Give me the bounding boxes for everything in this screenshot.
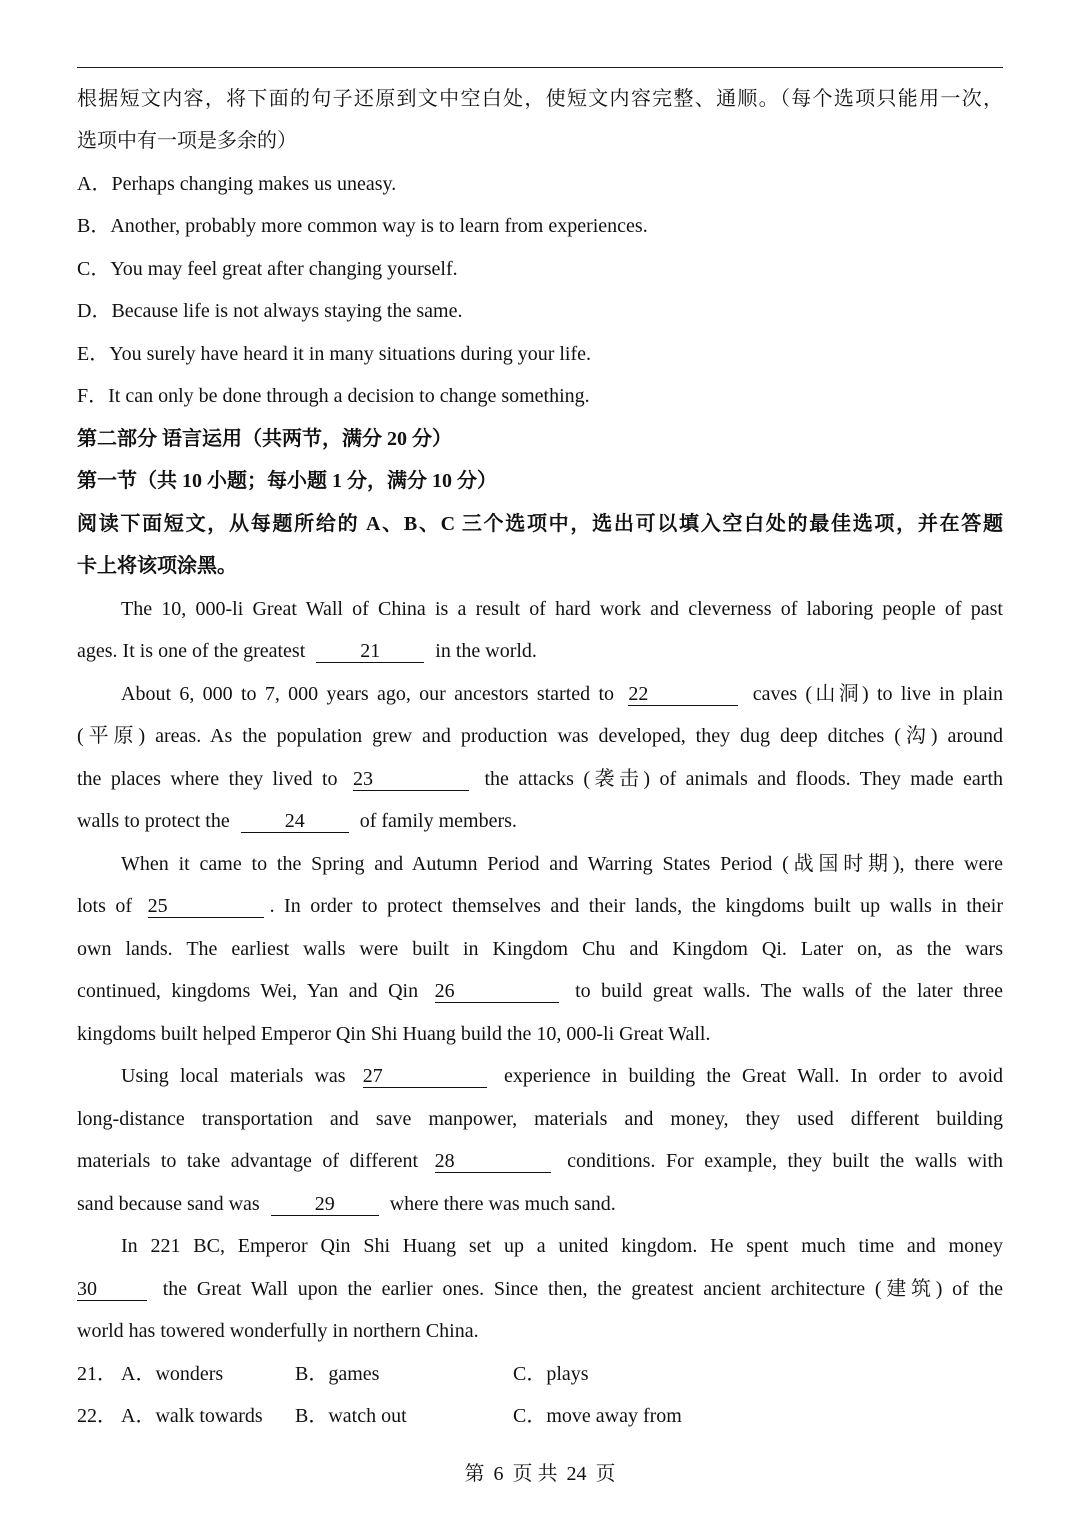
p5-line-2 (77, 1275, 1003, 1303)
blank-22: 22 (628, 683, 738, 706)
p3-text-d: to build great walls. The walls of the later three (575, 980, 1004, 1002)
question-21 (77, 1360, 1003, 1388)
p4-text-e: sand because sand was (77, 1193, 260, 1215)
p4-line-3 (77, 1147, 1003, 1175)
p4-text-a: Using local materials was (121, 1065, 346, 1087)
p2-text-d: the attacks (袭击) of animals and floods. They made earth (484, 768, 1004, 790)
p2-line-1 (121, 680, 1003, 708)
blank-24: 24 (241, 810, 349, 833)
choice-a[interactable]: A．wonders (121, 1363, 224, 1385)
p4-line-4 (77, 1190, 1003, 1218)
p3-line-4 (77, 977, 1003, 1005)
blank-28: 28 (435, 1150, 551, 1173)
footer-prefix: 第 (464, 1463, 485, 1485)
directions-line-2: 卡上将该项涂黑。 (77, 555, 237, 577)
p3-line-3: own lands. The earliest walls were built in Kingdom Chu and Kingdom Qi. Later on, as the wars (77, 938, 1003, 960)
p2-line-2: (平原) areas. As the population grew and production was developed, they dug deep ditches (沟) around (77, 725, 1003, 747)
p3-text-a: lots of (77, 895, 133, 917)
p5-text-b: the Great Wall upon the earlier ones. Since then, the greatest ancient architecture (建筑) of the (162, 1278, 1004, 1300)
p4-text-b: experience in building the Great Wall. In order to avoid (503, 1065, 1004, 1087)
option-e: E．You surely have heard it in many situations during your life. (77, 343, 592, 365)
p2-text-b: caves (山洞) to live in plain (752, 683, 1004, 705)
p4-text-d: conditions. For example, they built the walls with (567, 1150, 1003, 1172)
p2-text-c: the places where they lived to (77, 768, 338, 790)
option-d: D．Because life is not always staying the same. (77, 300, 463, 322)
directions-line-1: 阅读下面短文，从每题所给的 A、B、C 三个选项中，选出可以填入空白处的最佳选项，并在答题 (77, 513, 1003, 535)
p4-line-2: long-distance transportation and save manpower, materials and money, they used different building (77, 1108, 1003, 1130)
p4-text-c: materials to take advantage of different (77, 1150, 419, 1172)
choice-c[interactable]: C．plays (513, 1363, 589, 1385)
page-number: 6 (493, 1463, 504, 1485)
p3-text-b: . In order to protect themselves and their lands, the kingdoms built up walls in their (269, 895, 1003, 917)
option-a: A．Perhaps changing makes us uneasy. (77, 173, 397, 195)
p3-text-c: continued, kingdoms Wei, Yan and Qin (77, 980, 419, 1002)
question-22 (77, 1402, 1003, 1430)
p4-line-1 (121, 1062, 1003, 1090)
choice-c[interactable]: C．move away from (513, 1405, 682, 1427)
question-number: 21． (77, 1363, 117, 1385)
p3-line-5: kingdoms built helped Emperor Qin Shi Huang build the 10, 000-li Great Wall. (77, 1023, 711, 1045)
option-b: B．Another, probably more common way is to learn from experiences. (77, 215, 648, 237)
p1-text-b: in the world. (435, 640, 537, 662)
p1-text-a: ages. It is one of the greatest (77, 640, 306, 662)
blank-27: 27 (363, 1065, 487, 1088)
instruction-line-2: 选项中有一项是多余的） (77, 130, 297, 152)
p3-line-2 (77, 892, 1003, 920)
footer-mid: 页 共 (512, 1463, 558, 1485)
blank-25: 25 (148, 895, 264, 918)
question-number: 22． (77, 1405, 117, 1427)
p3-line-1: When it came to the Spring and Autumn Period and Warring States Period (战国时期), there were (121, 853, 1003, 875)
p5-line-1: In 221 BC, Emperor Qin Shi Huang set up a united kingdom. He spent much time and money (121, 1235, 1003, 1257)
p1-line-1: The 10, 000-li Great Wall of China is a result of hard work and cleverness of laboring people of past (121, 598, 1003, 620)
blank-26: 26 (435, 980, 559, 1003)
blank-21: 21 (316, 640, 424, 663)
p2-text-e: walls to protect the (77, 810, 230, 832)
instruction-line-1: 根据短文内容，将下面的句子还原到文中空白处，使短文内容完整、通顺。（每个选项只能用一次， (77, 88, 1003, 110)
blank-30: 30 (77, 1278, 147, 1301)
p2-text-f: of family members. (359, 810, 517, 832)
choice-b[interactable]: B．watch out (295, 1405, 407, 1427)
part2-title: 第二部分 语言运用（共两节，满分 20 分） (77, 428, 452, 450)
page-footer (0, 1460, 1080, 1488)
option-f: F．It can only be done through a decision to change something. (77, 385, 590, 407)
page-total: 24 (566, 1463, 587, 1485)
p2-text-a: About 6, 000 to 7, 000 years ago, our ancestors started to (121, 683, 615, 705)
p2-line-3 (77, 765, 1003, 793)
blank-29: 29 (271, 1193, 379, 1216)
p2-line-4 (77, 807, 1003, 835)
section1-title: 第一节（共 10 小题；每小题 1 分，满分 10 分） (77, 470, 497, 492)
choice-b[interactable]: B．games (295, 1363, 380, 1385)
footer-suffix: 页 (595, 1463, 616, 1485)
top-rule (77, 67, 1003, 68)
p4-text-f: where there was much sand. (389, 1193, 616, 1215)
choice-a[interactable]: A．walk towards (121, 1405, 263, 1427)
option-c: C．You may feel great after changing yourself. (77, 258, 458, 280)
p5-line-3: world has towered wonderfully in northern China. (77, 1320, 479, 1342)
p1-line-2 (77, 637, 1003, 665)
blank-23: 23 (353, 768, 469, 791)
